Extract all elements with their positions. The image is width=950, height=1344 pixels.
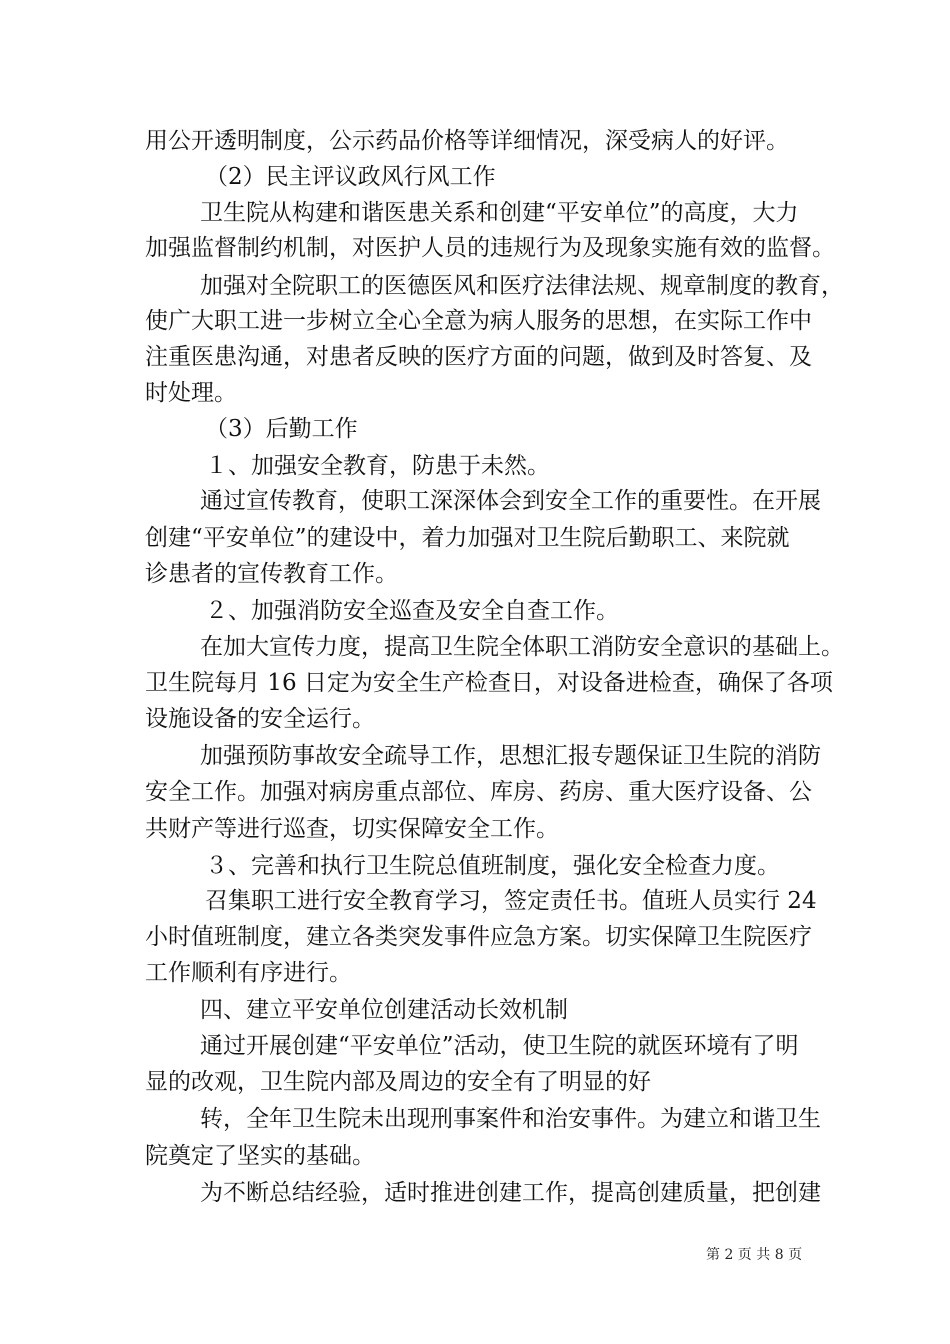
- text-line: 设施设备的安全运行。: [145, 706, 375, 732]
- text-line: 显的改观，卫生院内部及周边的安全有了明显的好: [145, 1069, 651, 1095]
- text-line: 为不断总结经验，适时推进创建工作，提高创建质量，把创建: [200, 1180, 821, 1206]
- text-line: 用公开透明制度，公示药品价格等详细情况，深受病人的好评。: [145, 128, 789, 154]
- text-line: 小时值班制度，建立各类突发事件应急方案。切实保障卫生院医疗: [145, 924, 812, 950]
- page-number: 第 2 页 共 8 页: [706, 1247, 803, 1263]
- text-line: 注重医患沟通，对患者反映的医疗方面的问题，做到及时答复、及: [145, 344, 812, 370]
- text-line: 卫生院每月 16 日定为安全生产检查日，对设备进检查，确保了各项: [145, 670, 833, 696]
- subheading: ２、加强消防安全巡查及安全自查工作。: [205, 598, 619, 624]
- section-heading: （3）后勤工作: [205, 416, 358, 442]
- text-line: 安全工作。加强对病房重点部位、库房、药房、重大医疗设备、公: [145, 779, 812, 805]
- text-line: 工作顺利有序进行。: [145, 960, 352, 986]
- text-line: 时处理。: [145, 380, 237, 406]
- text-line: 创建“平安单位”的建设中，着力加强对卫生院后勤职工、来院就: [145, 525, 790, 551]
- text-line: 召集职工进行安全教育学习，签定责任书。值班人员实行 24: [205, 888, 817, 914]
- text-line: 共财产等进行巡查，切实保障安全工作。: [145, 816, 559, 842]
- section-heading: （2）民主评议政风行风工作: [205, 164, 496, 190]
- text-line: 加强监督制约机制，对医护人员的违规行为及现象实施有效的监督。: [145, 235, 835, 261]
- section-heading: 四、建立平安单位创建活动长效机制: [200, 997, 568, 1023]
- text-line: 加强对全院职工的医德医风和医疗法律法规、规章制度的教育，: [200, 273, 844, 299]
- text-line: 加强预防事故安全疏导工作，思想汇报专题保证卫生院的消防: [200, 743, 821, 769]
- text-line: 通过宣传教育，使职工深深体会到安全工作的重要性。在开展: [200, 488, 821, 514]
- subheading: ３、完善和执行卫生院总值班制度，强化安全检查力度。: [205, 853, 780, 879]
- text-line: 院奠定了坚实的基础。: [145, 1143, 375, 1169]
- subheading: １、加强安全教育，防患于未然。: [205, 453, 550, 479]
- text-line: 通过开展创建“平安单位”活动，使卫生院的就医环境有了明: [200, 1033, 799, 1059]
- text-line: 卫生院从构建和谐医患关系和创建“平安单位”的高度，大力: [200, 200, 799, 226]
- text-line: 在加大宣传力度，提高卫生院全体职工消防安全意识的基础上。: [200, 634, 844, 660]
- text-line: 转，全年卫生院未出现刑事案件和治安事件。为建立和谐卫生: [200, 1106, 821, 1132]
- text-line: 使广大职工进一步树立全心全意为病人服务的思想，在实际工作中: [145, 308, 812, 334]
- text-line: 诊患者的宣传教育工作。: [145, 561, 398, 587]
